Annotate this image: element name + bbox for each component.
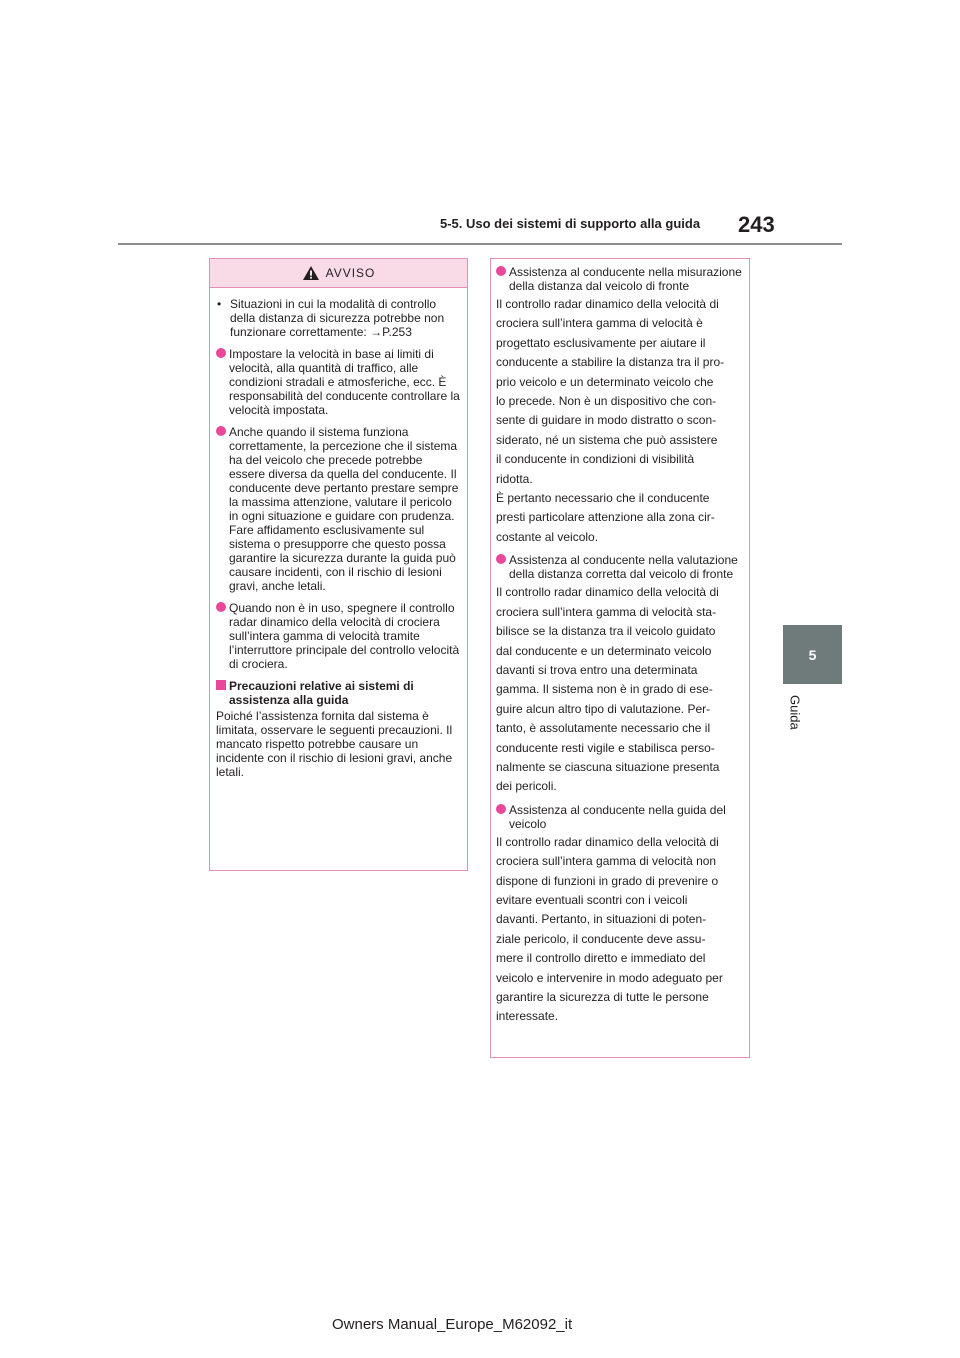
page-number: 243: [738, 212, 775, 237]
sub-section-text: Poiché l’assistenza fornita dal sistema è limitata, osservare le seguenti precauzioni. Il mancato rispetto potrebbe causare un incidente con il rischio di lesioni gravi, anche letali.: [216, 709, 453, 779]
dot-bullet-icon: [496, 803, 509, 831]
info-box: [490, 258, 750, 1058]
text-line: dei pericoli.: [496, 779, 557, 794]
list-item-text: Impostare la velocità in base ai limiti di velocità, alla quantità di traffico, alle condizioni stradali e atmosferiche, ecc. È responsabilità del conducente controllare la velocità impostata.: [229, 347, 460, 417]
text-line: progettato esclusivamente per aiutare il: [496, 335, 706, 350]
warning-body: [210, 288, 467, 779]
dot-bullet-icon: [496, 553, 509, 581]
list-item: [216, 601, 460, 671]
chapter-label: Guida: [787, 694, 803, 730]
text-line: davanti. Pertanto, in situazioni di poten-: [496, 912, 707, 927]
footer-text: Owners Manual_Europe_M62092_it: [332, 1316, 573, 1333]
section-title: 5-5. Uso dei sistemi di supporto alla guida: [440, 216, 701, 231]
text-line: evitare eventuali scontri con i veicoli: [496, 892, 688, 907]
square-bullet-icon: [216, 679, 229, 707]
list-item: [216, 297, 460, 339]
text-line: conducente a stabilire la distanza tra il pro-: [496, 355, 725, 370]
warning-header: [210, 259, 467, 288]
info-paragraph: [496, 833, 743, 1027]
text-line: Il controllo radar dinamico della velocità di: [496, 834, 719, 849]
text-line: tanto, è assolutamente necessario che il: [496, 721, 711, 736]
text-line: crociera sull’intera gamma di velocità sta-: [496, 604, 717, 619]
text-line: mere il controllo diretto e immediato del: [496, 951, 706, 966]
info-heading: Assistenza al conducente nella guida del veicolo: [496, 803, 743, 831]
list-item: [216, 347, 460, 417]
text-line: veicolo e intervenire in modo adeguato per: [496, 970, 723, 985]
info-paragraph: [496, 583, 743, 796]
list-item-text: Situazioni in cui la modalità di controllo della distanza di sicurezza potrebbe non funzionare correttamente: →P.253: [230, 297, 445, 339]
text-line: presti particolare attenzione alla zona cir-: [496, 510, 715, 525]
dot-bullet-icon: [216, 347, 229, 417]
text-line: sente di guidare in modo distratto o scon-: [496, 413, 717, 428]
dot-bullet-icon: [216, 425, 229, 593]
warning-triangle-icon: [302, 265, 320, 281]
text-line: garantire la sicurezza di tutte le persone: [496, 990, 709, 1004]
info-heading: Assistenza al conducente nella valutazione della distanza corretta dal veicolo di fronte: [496, 553, 743, 581]
text-line: crociera sull’intera gamma di velocità è: [496, 316, 703, 331]
text-line: dispone di funzioni in grado di prevenire o: [496, 873, 719, 888]
text-line: interessate.: [496, 1009, 559, 1024]
text-line: crociera sull’intera gamma di velocità non: [496, 854, 717, 869]
text-line: Il controllo radar dinamico della velocità di: [496, 585, 719, 600]
text-line: Il controllo radar dinamico della velocità di: [496, 297, 719, 311]
sub-heading: Precauzioni relative ai sistemi di assistenza alla guida: [229, 679, 414, 707]
text-line: costante al veicolo.: [496, 529, 599, 544]
text-line: ridotta.: [496, 471, 533, 486]
chapter-number: 5: [808, 646, 817, 663]
text-line: conducente resti vigile e stabilisca perso-: [496, 740, 715, 755]
bullet-icon: •: [217, 297, 222, 311]
chapter-tab: [783, 625, 842, 684]
list-item-text: Anche quando il sistema funziona correttamente, la percezione che il sistema ha del veicolo che precede potrebbe essere diversa da quella del conducente. Il conducente deve pertanto prestare sempre la massima attenzione, valutare il pericolo in ogni situazione e guidare con prudenza. Fare affidamento esclusivamente sul sistema o presupporre che questo possa garantire la sicurezza durante la guida può causare incidenti, con il rischio di lesioni gravi, anche letali.: [229, 425, 459, 593]
dot-bullet-icon: [216, 601, 229, 671]
text-line: ziale pericolo, il conducente deve assu-: [496, 931, 706, 946]
sub-section: [216, 679, 460, 707]
list-item-text: Quando non è in uso, spegnere il controllo radar dinamico della velocità di crociera sull’intera gamma di velocità tramite l’interruttore principale del controllo velocità di crociera.: [229, 601, 460, 671]
text-line: dal conducente e un determinato veicolo: [496, 643, 712, 658]
warning-title: AVVISO: [325, 266, 376, 280]
text-line: gamma. Il sistema non è in grado di ese-: [496, 682, 713, 697]
dot-bullet-icon: [496, 265, 509, 293]
info-heading: Assistenza al conducente nella misurazione della distanza dal veicolo di fronte: [496, 265, 743, 293]
text-line: prio veicolo e un determinato veicolo che: [496, 374, 714, 389]
list-item: [216, 425, 460, 593]
text-line: siderato, né un sistema che può assistere: [496, 432, 718, 447]
text-line: nalmente se ciascuna situazione presenta: [496, 759, 720, 774]
warning-box: [209, 258, 468, 871]
text-line: È pertanto necessario che il conducente: [496, 491, 710, 506]
text-line: lo precede. Non è un dispositivo che con-: [496, 394, 717, 409]
text-line: il conducente in condizioni di visibilità: [496, 452, 695, 467]
info-paragraph: [496, 295, 743, 547]
text-line: guire alcun altro tipo di valutazione. Per-: [496, 701, 711, 716]
text-line: davanti si trova entro una determinata: [496, 662, 698, 677]
header-divider: [118, 243, 842, 245]
text-line: bilisce se la distanza tra il veicolo guidato: [496, 624, 716, 639]
